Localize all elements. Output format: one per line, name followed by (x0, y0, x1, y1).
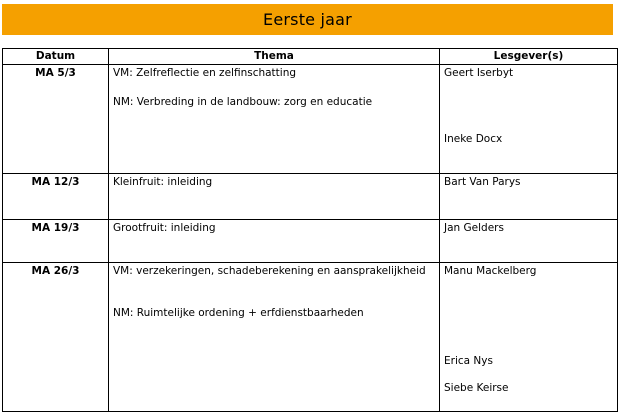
table-header-row (3, 49, 618, 65)
lesgever-text: Ineke Docx (444, 133, 503, 145)
lesgever-cell (440, 263, 618, 412)
lesgever-text: Manu Mackelberg (444, 265, 537, 277)
datum-text: MA 19/3 (31, 222, 80, 234)
lesgever-cell (440, 65, 618, 174)
thema-text: VM: verzekeringen, schadeberekening en aansprakelijkheid (113, 265, 426, 277)
column-header-lesgever: Lesgever(s) (440, 49, 618, 65)
datum-cell (3, 220, 109, 263)
lesgever-cell (440, 174, 618, 220)
thema-text: Grootfruit: inleiding (113, 222, 216, 234)
table-row (3, 220, 618, 263)
datum-cell (3, 174, 109, 220)
lesgever-text: Jan Gelders (444, 222, 504, 234)
datum-text: MA 5/3 (35, 67, 76, 79)
table-row (3, 174, 618, 220)
datum-cell (3, 263, 109, 412)
thema-text: NM: Verbreding in de landbouw: zorg en educatie (113, 96, 373, 108)
lesgever-text: Bart Van Parys (444, 176, 521, 188)
thema-text: Kleinfruit: inleiding (113, 176, 213, 188)
lesgever-text: Geert Iserbyt (444, 67, 514, 79)
thema-cell (109, 220, 440, 263)
thema-text: NM: Ruimtelijke ordening + erfdienstbaarheden (113, 307, 364, 319)
datum-cell (3, 65, 109, 174)
thema-cell (109, 174, 440, 220)
datum-text: MA 12/3 (31, 176, 80, 188)
column-header-thema: Thema (109, 49, 440, 65)
schedule-table (2, 48, 618, 412)
lesgever-text: Siebe Keirse (444, 382, 509, 394)
title-bar (2, 4, 613, 35)
column-header-datum: Datum (3, 49, 109, 65)
lesgever-text: Erica Nys (444, 355, 493, 367)
table-row (3, 263, 618, 412)
thema-text: VM: Zelfreflectie en zelfinschatting (113, 67, 297, 79)
thema-cell (109, 65, 440, 174)
page-title: Eerste jaar (263, 10, 352, 29)
datum-text: MA 26/3 (31, 265, 80, 277)
table-row (3, 65, 618, 174)
thema-cell (109, 263, 440, 412)
lesgever-cell (440, 220, 618, 263)
